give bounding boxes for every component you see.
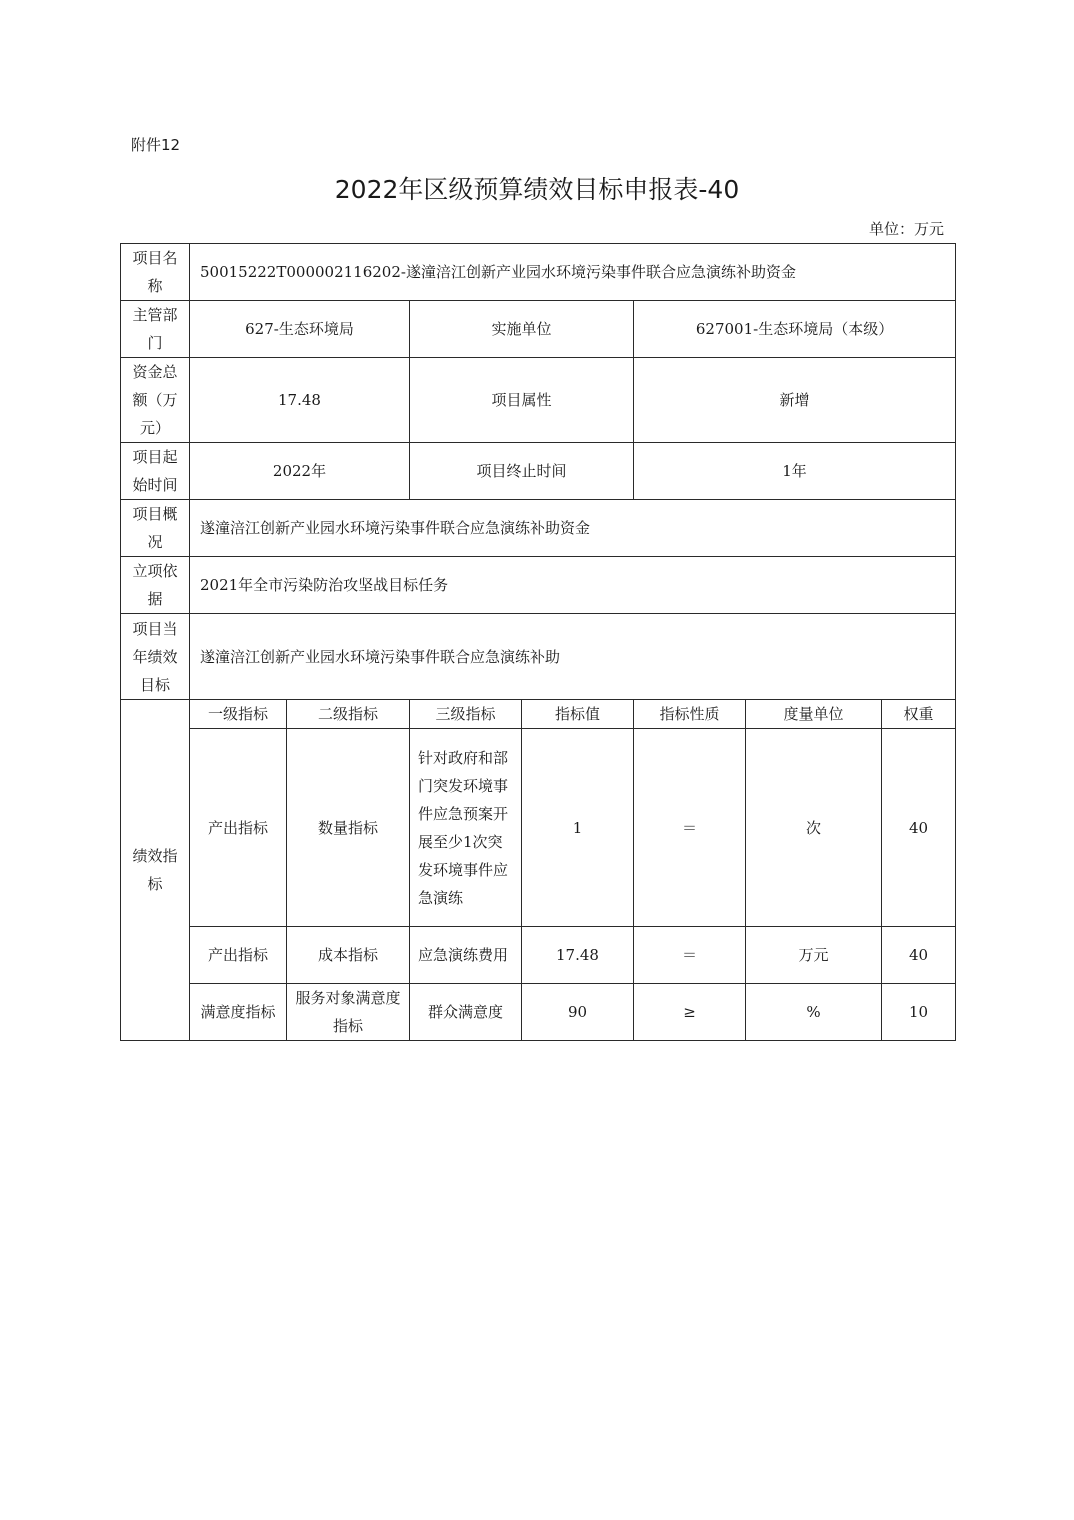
unit-cell: % xyxy=(746,984,882,1041)
row-overview xyxy=(121,500,956,557)
indicators-section-label: 绩效指标 xyxy=(121,700,190,1041)
unit-cell: 万元 xyxy=(746,927,882,984)
level2-cell: 成本指标 xyxy=(287,927,410,984)
department-value: 627-生态环境局 xyxy=(190,301,410,358)
project-name-label: 项目名称 xyxy=(121,244,190,301)
unit-cell: 次 xyxy=(746,729,882,927)
weight-cell: 10 xyxy=(882,984,956,1041)
value-cell: 17.48 xyxy=(522,927,634,984)
end-time-label: 项目终止时间 xyxy=(410,443,634,500)
level3-cell: 应急演练费用 xyxy=(410,927,522,984)
unit-label: 单位：万元 xyxy=(868,220,944,238)
department-label: 主管部门 xyxy=(121,301,190,358)
indicator-header-row xyxy=(121,700,956,729)
row-department xyxy=(121,301,956,358)
overview-value: 遂潼涪江创新产业园水环境污染事件联合应急演练补助资金 xyxy=(190,500,956,557)
page-title: 2022年区级预算绩效目标申报表-40 xyxy=(334,175,740,204)
level2-cell: 服务对象满意度指标 xyxy=(287,984,410,1041)
project-attribute-label: 项目属性 xyxy=(410,358,634,443)
overview-label: 项目概况 xyxy=(121,500,190,557)
annual-goal-label: 项目当年绩效目标 xyxy=(121,614,190,700)
level3-cell: 针对政府和部门突发环境事件应急预案开展至少1次突发环境事件应急演练 xyxy=(410,729,522,927)
row-annual-goal xyxy=(121,614,956,700)
budget-target-table xyxy=(120,243,956,1041)
implementing-unit-value: 627001-生态环境局（本级） xyxy=(634,301,956,358)
nature-cell: ≥ xyxy=(634,984,746,1041)
start-time-value: 2022年 xyxy=(190,443,410,500)
table-row xyxy=(121,984,956,1041)
row-basis xyxy=(121,557,956,614)
nature-cell: ＝ xyxy=(634,927,746,984)
nature-cell: ＝ xyxy=(634,729,746,927)
level1-cell: 产出指标 xyxy=(190,927,287,984)
weight-cell: 40 xyxy=(882,729,956,927)
annual-goal-value: 遂潼涪江创新产业园水环境污染事件联合应急演练补助 xyxy=(190,614,956,700)
basis-value: 2021年全市污染防治攻坚战目标任务 xyxy=(190,557,956,614)
implementing-unit-label: 实施单位 xyxy=(410,301,634,358)
start-time-label: 项目起始时间 xyxy=(121,443,190,500)
row-fund xyxy=(121,358,956,443)
header-unit: 度量单位 xyxy=(746,700,882,729)
basis-label: 立项依据 xyxy=(121,557,190,614)
level1-cell: 产出指标 xyxy=(190,729,287,927)
header-value: 指标值 xyxy=(522,700,634,729)
header-weight: 权重 xyxy=(882,700,956,729)
fund-total-value: 17.48 xyxy=(190,358,410,443)
header-nature: 指标性质 xyxy=(634,700,746,729)
project-name-value: 50015222T000002116202-遂潼涪江创新产业园水环境污染事件联合应急演练补助资金 xyxy=(190,244,956,301)
level2-cell: 数量指标 xyxy=(287,729,410,927)
level1-cell: 满意度指标 xyxy=(190,984,287,1041)
header-level1: 一级指标 xyxy=(190,700,287,729)
row-period xyxy=(121,443,956,500)
value-cell: 1 xyxy=(522,729,634,927)
value-cell: 90 xyxy=(522,984,634,1041)
fund-total-label: 资金总额（万元） xyxy=(121,358,190,443)
table-row xyxy=(121,729,956,927)
level3-cell: 群众满意度 xyxy=(410,984,522,1041)
weight-cell: 40 xyxy=(882,927,956,984)
table-row xyxy=(121,927,956,984)
attachment-label: 附件12 xyxy=(131,136,181,154)
end-time-value: 1年 xyxy=(634,443,956,500)
row-project-name xyxy=(121,244,956,301)
header-level3: 三级指标 xyxy=(410,700,522,729)
header-level2: 二级指标 xyxy=(287,700,410,729)
project-attribute-value: 新增 xyxy=(634,358,956,443)
